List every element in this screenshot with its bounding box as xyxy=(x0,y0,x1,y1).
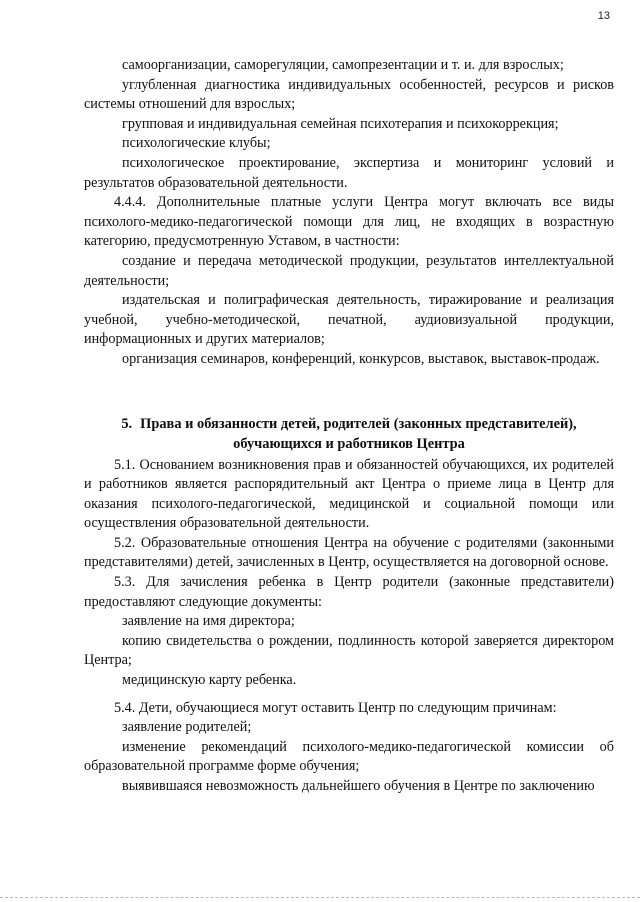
paragraph: организация семинаров, конференций, конкурсов, выставок, выставок-продаж. xyxy=(122,350,600,367)
section-heading xyxy=(84,414,614,454)
paragraph: 4.4.4. Дополнительные платные услуги Центра могут включать все виды психолого-медико-педагогической помощи для лиц, не входящих в возрастную категорию, предусмотренную Уставом, в частности: xyxy=(84,194,614,250)
paragraph: психологические клубы; xyxy=(122,135,271,152)
paragraph: углубленная диагностика индивидуальных особенностей, ресурсов и рисков системы отношений для взрослых; xyxy=(84,76,614,113)
section-number: 5. xyxy=(121,415,133,432)
paragraph: издательская и полиграфическая деятельность, тиражирование и реализация учебной, учебно-методической, печатной, аудиовизуальной продукции, информационных и других материалов; xyxy=(84,292,614,348)
paragraph: 5.3. Для зачисления ребенка в Центр родители (законные представители) предоставляют следующие документы: xyxy=(84,574,614,610)
paragraph: самоорганизации, саморегуляции, самопрезентации и т. и. для взрослых; xyxy=(122,57,564,73)
paragraph: изменение рекомендаций психолого-медико-педагогической комиссии об образовательной программе форме обучения; xyxy=(84,738,614,775)
paragraph: заявление на имя директора; xyxy=(122,613,295,630)
section-title-line1: Права и обязанности детей, родителей (законных представителей), xyxy=(140,415,577,432)
paragraph: выявившаяся невозможность дальнейшего обучения в Центре по заключению xyxy=(122,778,595,794)
paragraph: групповая и индивидуальная семейная психотерапия и психокоррекция; xyxy=(122,115,559,132)
scan-edge-divider xyxy=(0,897,640,898)
paragraph: 5.1. Основанием возникновения прав и обязанностей обучающихся, их родителей и работников является распорядительный акт Центра о приеме лица в Центр для оказания психолого-педагогической, медицинской и социальной помощи или осуществления образовательной деятельности. xyxy=(84,456,614,532)
page-number: 13 xyxy=(597,10,610,22)
document-body xyxy=(84,56,614,797)
paragraph: 5.4. Дети, обучающиеся могут оставить Центр по следующим причинам: xyxy=(114,699,557,716)
section-title-line2: обучающихся и работников Центра xyxy=(233,435,465,452)
paragraph: копию свидетельства о рождении, подлинность которой заверяется директором Центра; xyxy=(84,632,614,669)
paragraph: создание и передача методической продукции, результатов интеллектуальной деятельности; xyxy=(84,252,614,289)
paragraph: заявление родителей; xyxy=(122,719,252,736)
paragraph: медицинскую карту ребенка. xyxy=(122,672,297,689)
paragraph: 5.2. Образовательные отношения Центра на обучение с родителями (законными представителями) детей, зачисленных в Центр, осуществляется на договорной основе. xyxy=(84,534,614,571)
paragraph: психологическое проектирование, экспертиза и мониторинг условий и результатов образовательной деятельности. xyxy=(84,154,614,191)
